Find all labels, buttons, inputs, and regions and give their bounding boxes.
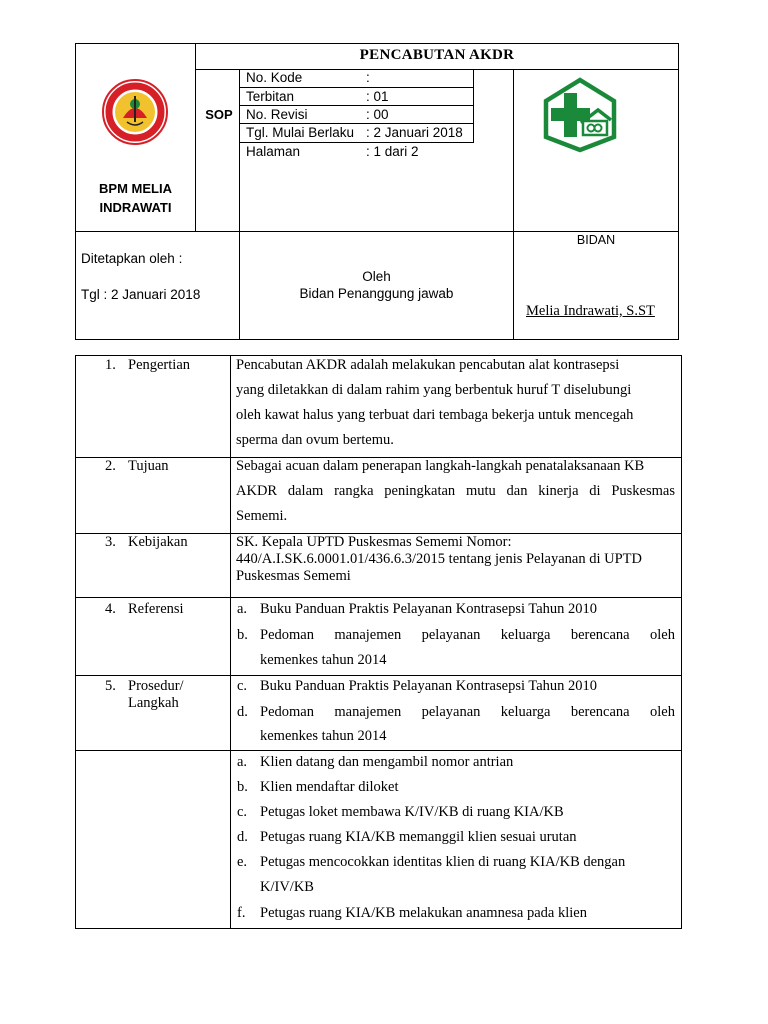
list-item-text: Petugas loket membawa K/IV/KB di ruang KIA/KB [260,804,564,820]
list-item-letter: d. [237,829,248,845]
meta-label-revisi: No. Revisi [246,107,308,122]
meta-value-code: : [366,70,370,85]
oleh-label: Oleh [362,269,391,284]
document-title: PENCABUTAN AKDR [359,47,515,63]
list-item-text-continued: kemenkes tahun 2014 [260,728,387,744]
meta-value-halaman: : 1 dari 2 [366,144,419,159]
list-item-text: Petugas mencocokkan identitas klien di ruang KIA/KB dengan [260,854,626,870]
meta-value-terbitan: : 01 [366,89,389,104]
list-item-text: Klien mendaftar diloket [260,779,399,795]
organization-name [76,179,195,217]
row-text-line: sperma dan ovum bertemu. [236,432,394,448]
organization-name-line2: INDRAWATI [99,200,172,215]
list-item-letter: b. [237,627,248,643]
meta-label-terbitan: Terbitan [246,89,295,104]
list-item-text: Petugas ruang KIA/KB memanggil klien sesuai urutan [260,829,577,845]
ditetapkan-label: Ditetapkan oleh : [81,251,183,266]
row-label: Referensi [128,601,184,617]
row-label: Kebijakan [128,534,188,550]
list-item-text: Klien datang dan mengambil nomor antrian [260,754,514,770]
row-number: 2. [105,458,116,474]
list-item-text: Pedoman manajemen pelayanan keluarga berencana oleh [260,704,675,720]
penanggung-jawab-label: Bidan Penanggung jawab [299,286,454,301]
list-item-text: Pedoman manajemen pelayanan keluarga berencana oleh [260,627,675,643]
sop-label: SOP [205,107,233,122]
meta-label-tgl: Tgl. Mulai Berlaku [246,125,355,140]
meta-value-revisi: : 00 [366,107,389,122]
row-label: Tujuan [128,458,169,474]
meta-value-tgl: : 2 Januari 2018 [366,125,463,140]
row-label: Prosedur/ [128,678,184,694]
row-text-line: AKDR dalam rangka peningkatan mutu dan kinerja di Puskesmas [236,483,675,499]
list-item-letter: a. [237,754,248,770]
row-text-line: oleh kawat halus yang terbuat dari tembaga bekerja untuk mencegah [236,407,634,423]
row-text-line: SK. Kepala UPTD Puskesmas Sememi Nomor: [236,534,512,550]
meta-label-halaman: Halaman [246,144,301,159]
list-item-letter: f. [237,905,246,921]
row-number: 1. [105,357,116,373]
list-item-letter: c. [237,804,248,820]
list-item-text: Petugas ruang KIA/KB melakukan anamnesa pada klien [260,905,587,921]
row-label: Pengertian [128,357,191,373]
list-item-letter: e. [237,854,248,870]
list-item-letter: b. [237,779,248,795]
row-number: 4. [105,601,116,617]
row-text-line: Sebagai acuan dalam penerapan langkah-langkah penatalaksanaan KB [236,458,645,474]
row-text-line: Pencabutan AKDR adalah melakukan pencabutan alat kontrasepsi [236,357,620,373]
list-item-text-continued: K/IV/KB [260,879,314,895]
bidan-label: BIDAN [576,233,616,247]
row-number: 3. [105,534,116,550]
list-item-letter: a. [237,601,248,617]
signatory-name: Melia Indrawati, S.ST [526,303,655,319]
row-text-line: Sememi. [236,508,288,524]
puskesmas-logo-icon [543,77,617,153]
tanggal-ditetapkan: Tgl : 2 Januari 2018 [81,287,201,302]
row-text-line: Puskesmas Sememi [236,568,351,584]
row-text-line: yang diletakkan di dalam rahim yang berbentuk huruf T diselubungi [236,382,632,398]
organization-name-line1: BPM MELIA [99,181,172,196]
ibi-logo-icon [101,78,169,146]
row-number: 5. [105,678,116,694]
row-label-continued: Langkah [128,695,179,711]
list-item-letter: d. [237,704,248,720]
list-item-text: Buku Panduan Praktis Pelayanan Kontrasepsi Tahun 2010 [260,601,598,617]
list-item-letter: c. [237,678,248,694]
row-text-line: 440/A.I.SK.6.0001.01/436.6.3/2015 tentang jenis Pelayanan di UPTD [236,551,642,567]
list-item-text-continued: kemenkes tahun 2014 [260,652,387,668]
list-item-text: Buku Panduan Praktis Pelayanan Kontrasepsi Tahun 2010 [260,678,598,694]
meta-label-code: No. Kode [246,70,303,85]
